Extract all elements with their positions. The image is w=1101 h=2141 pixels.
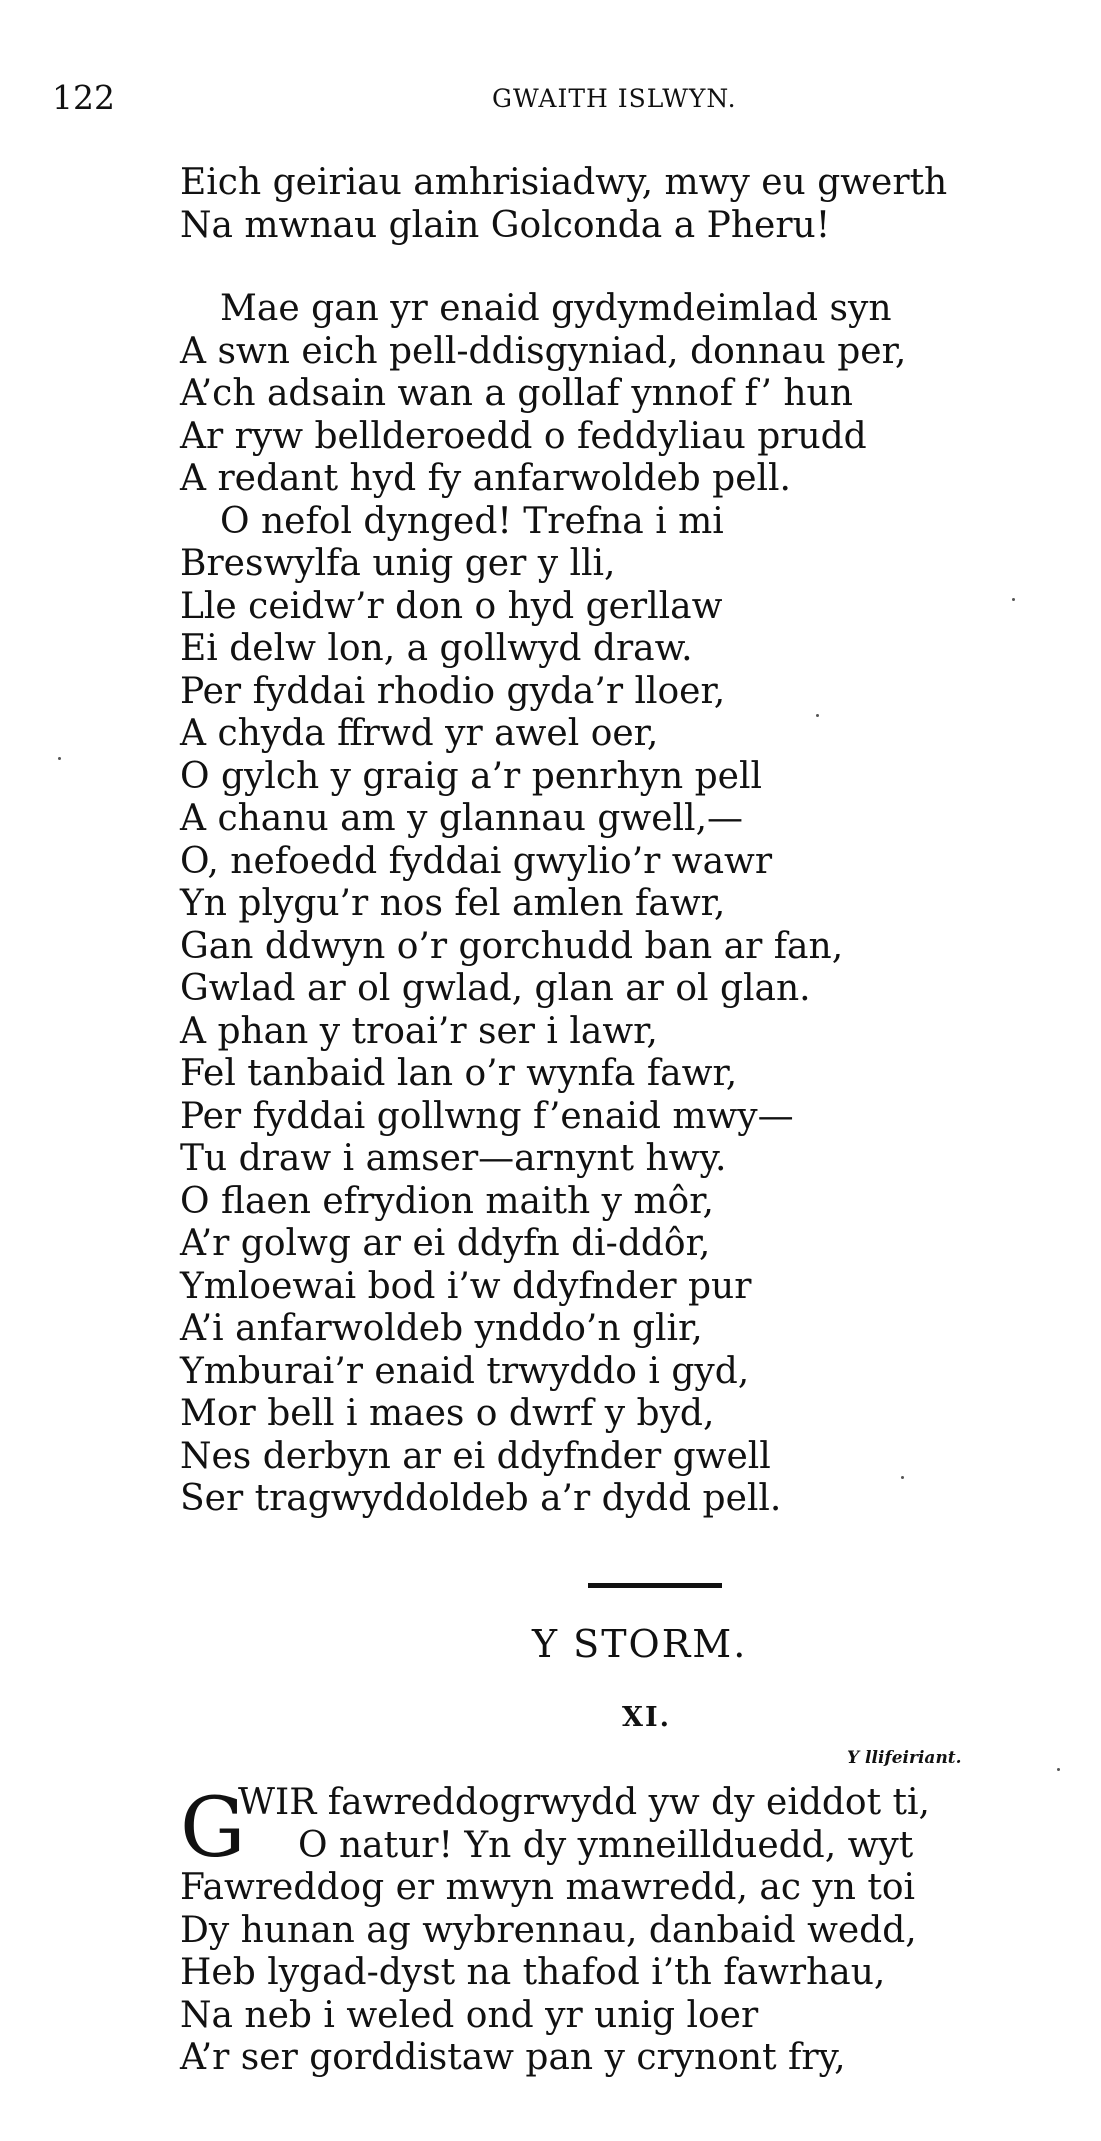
poem-line: Heb lygad-dyst na thafod i’th fawrhau, [180, 1952, 886, 1993]
poem-line: Nes derbyn ar ei ddyfnder gwell [180, 1435, 771, 1477]
poem-line: A chyda ffrwd yr awel oer, [180, 713, 659, 754]
poem-line: O flaen efrydion maith y môr, [180, 1180, 714, 1222]
poem-line: Dy hunan ag wybrennau, danbaid wedd, [180, 1909, 917, 1951]
poem-line: Fel tanbaid lan o’r wynfa fawr, [180, 1053, 738, 1094]
poem-line: WIR fawreddogrwydd yw dy eiddot ti, [238, 1782, 930, 1823]
poem-line: O nefol dynged! Trefna i mi [220, 500, 724, 542]
poem-line: O, nefoedd fyddai gwylio’r wawr [180, 840, 773, 882]
poem-line: O natur! Yn dy ymneillduedd, wyt [298, 1824, 914, 1866]
poem-line: A’ch adsain wan a gollaf ynnof f’ hun [180, 373, 853, 414]
poem-line: Tu draw i amser—arnynt hwy. [180, 1138, 727, 1179]
poem-stanza-1 [180, 162, 947, 247]
poem-line: Yn plygu’r nos fel amlen fawr, [180, 883, 726, 924]
poem-line: Ar ryw bellderoedd o feddyliau prudd [180, 415, 867, 457]
paper-speck [58, 757, 61, 760]
section-title: Y STORM. [532, 1622, 748, 1666]
poem-line: Na neb i weled ond yr unig loer [180, 1994, 759, 2036]
poem-storm [180, 1782, 930, 2080]
poem-line: Ser tragwyddoldeb a’r dydd pell. [180, 1478, 782, 1519]
poem-line: Ymloewai bod i’w ddyfnder pur [180, 1265, 752, 1307]
poem-line: Per fyddai gollwng f’enaid mwy— [180, 1095, 794, 1137]
section-divider [588, 1583, 722, 1588]
poem-line: A’i anfarwoldeb ynddo’n glir, [180, 1308, 703, 1349]
paper-speck [816, 714, 819, 717]
paper-speck [901, 1476, 904, 1479]
poem-stanza-2 [180, 288, 906, 1521]
paper-speck [1012, 598, 1015, 601]
poem-line: Fawreddog er mwyn mawredd, ac yn toi [180, 1867, 916, 1908]
running-title: GWAITH ISLWYN. [492, 84, 737, 113]
section-number: XI. [622, 1702, 671, 1733]
poem-line: Mae gan yr enaid gydymdeimlad syn [220, 288, 892, 329]
poem-line: Ymburai’r enaid trwyddo i gyd, [180, 1350, 750, 1392]
poem-line: A swn eich pell-ddisgyniad, donnau per, [180, 330, 907, 372]
paper-speck [1057, 1768, 1060, 1771]
source-note: Y llifeiriant. [847, 1748, 962, 1768]
poem-line: Mor bell i maes o dwrf y byd, [180, 1393, 715, 1434]
poem-line: Ei delw lon, a gollwyd draw. [180, 628, 693, 669]
poem-line: A’r golwg ar ei ddyfn di-ddôr, [180, 1223, 711, 1264]
drop-cap: G [180, 1781, 246, 1876]
poem-line: Gwlad ar ol gwlad, glan ar ol glan. [180, 968, 811, 1009]
poem-line: Breswylfa unig ger y lli, [180, 543, 616, 584]
poem-line: A redant hyd fy anfarwoldeb pell. [180, 458, 791, 499]
poem-line: O gylch y graig a’r penrhyn pell [180, 755, 762, 797]
poem-line: Gan ddwyn o’r gorchudd ban ar fan, [180, 925, 844, 967]
poem-line: Eich geiriau amhrisiadwy, mwy eu gwerth [180, 162, 948, 203]
running-head [52, 78, 1042, 118]
poem-line: Na mwnau glain Golconda a Pheru! [180, 204, 831, 246]
poem-line: Lle ceidw’r don o hyd gerllaw [180, 585, 723, 627]
poem-line: A’r ser gorddistaw pan y crynont fry, [180, 2037, 846, 2078]
page-number: 122 [52, 78, 115, 117]
poem-line: A phan y troai’r ser i lawr, [180, 1010, 658, 1052]
poem-line: Per fyddai rhodio gyda’r lloer, [180, 670, 726, 712]
poem-line: A chanu am y glannau gwell,— [180, 798, 744, 839]
